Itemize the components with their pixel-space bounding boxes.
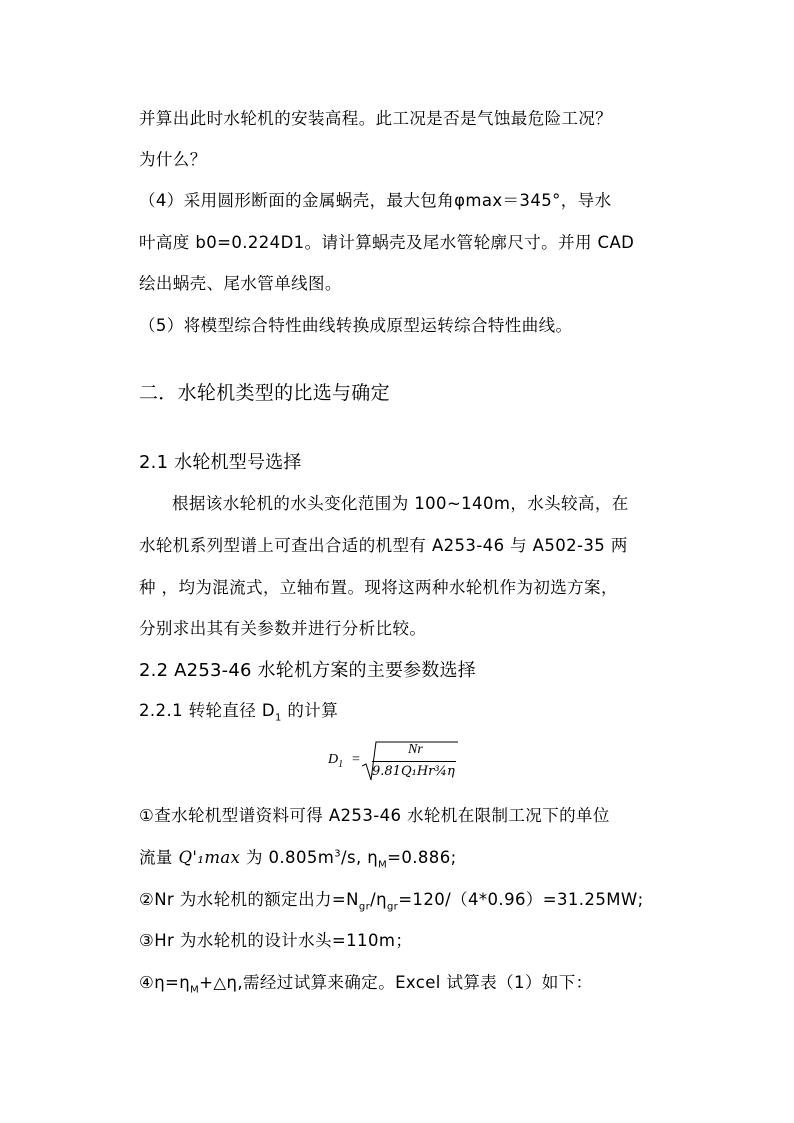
- list-item: $④\eta=\eta_M+\triangle\eta$,需经过试算来确定。Excel 试算表（1）如下：: [139, 973, 593, 996]
- subsection-heading: 2.1 水轮机型号选择: [139, 452, 302, 473]
- text-line: 分别求出其有关参数并进行分析比较。: [139, 619, 427, 638]
- text-line: （4）采用圆形断面的金属蜗壳，最大包角φmax＝345°，导水: [139, 191, 612, 210]
- formula-lhs: $D_1$: [328, 752, 344, 770]
- text-line: 并算出此时水轮机的安装高程。此工况是否是气蚀最危险工况？: [139, 109, 613, 128]
- text-line: 种 ，均为混流式，立轴布置。现将这两种水轮机作为初选方案，: [139, 578, 618, 597]
- text-line: 叶高度 b0=0.224D1。请计算蜗壳及尾水管轮廓尺寸。并用 CAD: [139, 233, 635, 252]
- formula-denominator: 9.81Q₁Hr¾η: [372, 764, 455, 779]
- list-item: ①查水轮机型谱资料可得 A253-46 水轮机在限制工况下的单位: [139, 806, 610, 825]
- text-line: 根据该水轮机的水头变化范围为 100~140m，水头较高，在: [172, 494, 629, 513]
- text-line: 为什么？: [139, 150, 207, 169]
- text-line: 水轮机系列型谱上可查出合适的机型有 A253-46 与 A502-35 两: [139, 536, 628, 555]
- section-heading: 二．水轮机类型的比选与确定: [139, 382, 390, 404]
- list-item: ③Hr 为水轮机的设计水头=110m；: [139, 931, 413, 950]
- list-item: 流量 Q'₁max 为 $0.805m^3/s$, $\eta_M=0.886$;: [139, 848, 457, 871]
- subsubsection-heading: 2.2.1 转轮直径 $D_1$ 的计算: [139, 701, 339, 724]
- fraction-bar: [372, 761, 456, 762]
- text-line: （5）将模型综合特性曲线转换成原型运转综合特性曲线。: [139, 316, 573, 335]
- formula-numerator: Nr: [408, 742, 423, 757]
- subsection-heading: 2.2 A253-46 水轮机方案的主要参数选择: [139, 660, 476, 681]
- formula-equals: =: [352, 752, 360, 767]
- list-item: ②Nr 为水轮机的额定出力$=N_{gr}/\eta_{gr}=120/(4*0.96)=31.25MW$;: [139, 890, 644, 913]
- text-line: 绘出蜗壳、尾水管单线图。: [139, 274, 342, 293]
